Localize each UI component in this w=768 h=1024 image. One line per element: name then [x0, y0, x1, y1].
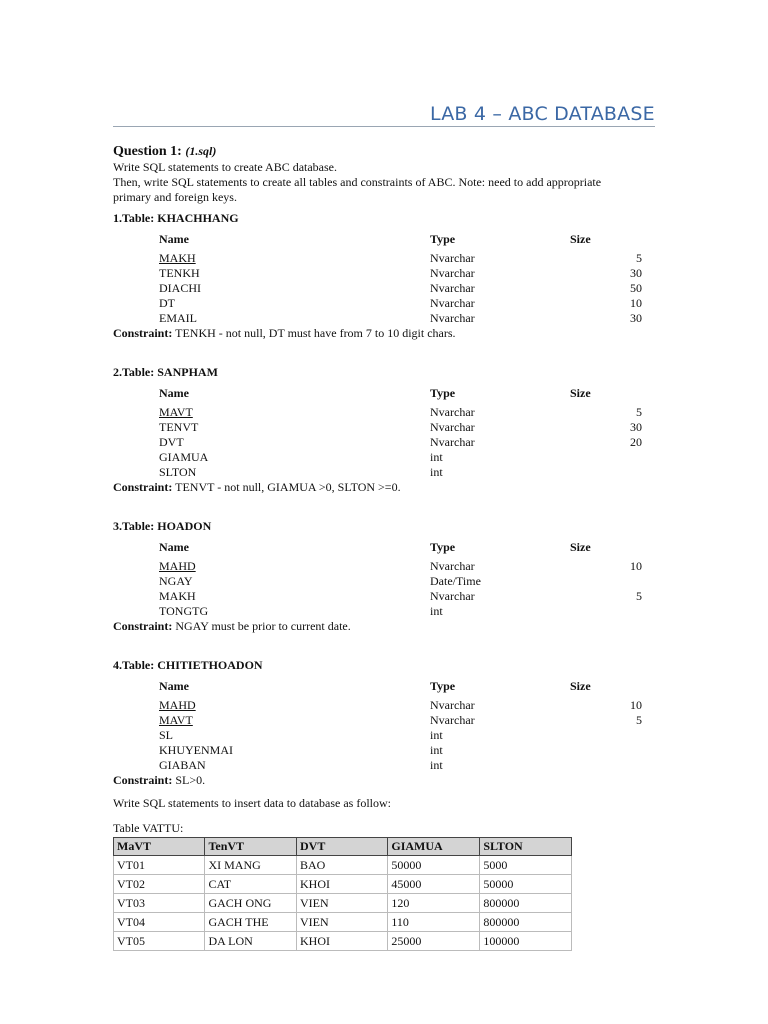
schema-row [159, 281, 658, 296]
table-row [114, 875, 572, 894]
field-size: 10 [630, 698, 642, 712]
field-name: SLTON [159, 465, 197, 479]
field-name: DVT [159, 435, 184, 449]
field-type: Nvarchar [430, 405, 475, 419]
field-name: SL [159, 728, 174, 742]
field-size [570, 604, 642, 619]
insert-instruction: Write SQL statements to insert data to database as follow: [113, 796, 391, 810]
vattu-caption: Table VATTU: [113, 821, 184, 835]
schema-row [159, 559, 658, 574]
column-header-type: Type [430, 679, 456, 693]
page-title: LAB 4 – ABC DATABASE [430, 103, 655, 125]
schema-row [159, 296, 658, 311]
field-name: EMAIL [159, 311, 197, 325]
field-name: NGAY [159, 574, 193, 588]
table-row [114, 894, 572, 913]
document-body [113, 143, 658, 951]
schema-row [159, 420, 658, 435]
field-name: DT [159, 296, 175, 310]
field-size: 10 [630, 559, 642, 573]
table-cell: GACH THE [205, 913, 297, 932]
table-cell: BAO [297, 856, 388, 875]
column-header-name: Name [159, 540, 189, 554]
schema-row [159, 758, 658, 773]
table-cell: 800000 [480, 894, 572, 913]
schema-row [159, 450, 658, 465]
table-cell: DA LON [205, 932, 297, 951]
table-cell: 100000 [480, 932, 572, 951]
table-cell: GACH ONG [205, 894, 297, 913]
field-size: 50 [630, 281, 642, 295]
constraint-line [113, 326, 658, 341]
schema-row [159, 604, 658, 619]
question-line: Write SQL statements to create ABC database. [113, 160, 338, 174]
schema-row [159, 743, 658, 758]
table-cell: VT02 [114, 875, 205, 894]
schema-row [159, 728, 658, 743]
field-name: GIAMUA [159, 450, 209, 464]
field-type: int [430, 450, 443, 464]
schema-header-row [159, 232, 658, 247]
schema-header-row [159, 540, 658, 555]
table-cell: VT01 [114, 856, 205, 875]
field-type: Nvarchar [430, 296, 475, 310]
table-cell: KHOI [297, 875, 388, 894]
vattu-column-header: GIAMUA [388, 838, 480, 856]
column-header-size: Size [570, 540, 591, 554]
field-name: MAKH [159, 589, 196, 603]
table-cell: VT05 [114, 932, 205, 951]
field-name: MAHD [159, 698, 196, 712]
field-name: TONGTG [159, 604, 209, 618]
question-line: primary and foreign keys. [113, 190, 237, 204]
field-name: MAVT [159, 713, 193, 727]
field-size [570, 450, 642, 465]
field-size: 10 [630, 296, 642, 310]
field-type: int [430, 758, 443, 772]
schema-grid [159, 232, 658, 326]
field-type: int [430, 728, 443, 742]
title-underline [113, 126, 655, 127]
field-type: Nvarchar [430, 420, 475, 434]
vattu-column-header: TenVT [205, 838, 297, 856]
field-type: Nvarchar [430, 266, 475, 280]
column-header-size: Size [570, 679, 591, 693]
field-size: 5 [636, 589, 642, 603]
vattu-column-header: MaVT [114, 838, 205, 856]
table-cell: XI MANG [205, 856, 297, 875]
schema-grid [159, 679, 658, 773]
table-cell: 800000 [480, 913, 572, 932]
constraint-label: Constraint: [113, 619, 173, 633]
field-type: Nvarchar [430, 589, 475, 603]
field-size: 30 [630, 311, 642, 325]
schema-row [159, 435, 658, 450]
field-name: MAHD [159, 559, 196, 573]
field-size [570, 758, 642, 773]
table-section [113, 658, 658, 788]
column-header-name: Name [159, 679, 189, 693]
schema-row [159, 266, 658, 281]
field-name: KHUYENMAI [159, 743, 233, 757]
schema-row [159, 251, 658, 266]
field-size: 30 [630, 420, 642, 434]
table-row [114, 932, 572, 951]
table-cell: VIEN [297, 894, 388, 913]
field-size [570, 465, 642, 480]
table-cell: 120 [388, 894, 480, 913]
field-type: Nvarchar [430, 281, 475, 295]
table-heading: 3.Table: HOADON [113, 519, 212, 533]
table-section [113, 365, 658, 495]
column-header-type: Type [430, 540, 456, 554]
question-file: (1.sql) [185, 144, 217, 158]
question-label: Question 1: [113, 144, 182, 159]
vattu-body [114, 856, 572, 951]
vattu-table [113, 837, 572, 951]
vattu-column-header: DVT [297, 838, 388, 856]
field-type: int [430, 604, 443, 618]
field-type: int [430, 465, 443, 479]
field-size: 5 [636, 251, 642, 265]
field-size: 30 [630, 266, 642, 280]
constraint-text: SL>0. [175, 773, 206, 787]
table-cell: VT03 [114, 894, 205, 913]
question-heading [113, 143, 658, 160]
table-section [113, 519, 658, 634]
field-type: Nvarchar [430, 311, 475, 325]
column-header-size: Size [570, 232, 591, 246]
schema-row [159, 713, 658, 728]
table-cell: VIEN [297, 913, 388, 932]
field-size [570, 728, 642, 743]
field-type: Date/Time [430, 574, 481, 588]
schema-row [159, 698, 658, 713]
table-cell: 50000 [388, 856, 480, 875]
schema-row [159, 589, 658, 604]
schema-row [159, 311, 658, 326]
field-type: int [430, 743, 443, 757]
field-name: GIABAN [159, 758, 206, 772]
field-size: 5 [636, 405, 642, 419]
field-name: DIACHI [159, 281, 201, 295]
schema-row [159, 405, 658, 420]
constraint-line [113, 619, 658, 634]
table-cell: VT04 [114, 913, 205, 932]
field-size: 5 [636, 713, 642, 727]
constraint-label: Constraint: [113, 480, 173, 494]
column-header-name: Name [159, 386, 189, 400]
question-line: Then, write SQL statements to create all tables and constraints of ABC. Note: need to add appropriate [113, 175, 602, 189]
field-name: MAKH [159, 251, 196, 265]
column-header-size: Size [570, 386, 591, 400]
table-cell: 110 [388, 913, 480, 932]
schema-row [159, 465, 658, 480]
table-row [114, 856, 572, 875]
table-cell: 50000 [480, 875, 572, 894]
constraint-line [113, 773, 658, 788]
column-header-name: Name [159, 232, 189, 246]
constraint-text: TENVT - not null, GIAMUA >0, SLTON >=0. [175, 480, 401, 494]
table-heading: 2.Table: SANPHAM [113, 365, 218, 379]
field-size: 20 [630, 435, 642, 449]
field-name: TENKH [159, 266, 200, 280]
table-row [114, 913, 572, 932]
table-cell: 45000 [388, 875, 480, 894]
schema-header-row [159, 679, 658, 694]
constraint-text: TENKH - not null, DT must have from 7 to 10 digit chars. [175, 326, 456, 340]
table-cell: KHOI [297, 932, 388, 951]
table-section [113, 211, 658, 341]
table-heading: 1.Table: KHACHHANG [113, 211, 239, 225]
field-type: Nvarchar [430, 559, 475, 573]
field-name: TENVT [159, 420, 199, 434]
column-header-type: Type [430, 386, 456, 400]
field-type: Nvarchar [430, 713, 475, 727]
constraint-label: Constraint: [113, 773, 173, 787]
table-cell: 5000 [480, 856, 572, 875]
schema-grid [159, 540, 658, 619]
constraint-line [113, 480, 658, 495]
table-cell: 25000 [388, 932, 480, 951]
schema-header-row [159, 386, 658, 401]
vattu-header-row [114, 838, 572, 856]
vattu-column-header: SLTON [480, 838, 572, 856]
table-heading: 4.Table: CHITIETHOADON [113, 658, 263, 672]
field-name: MAVT [159, 405, 193, 419]
field-type: Nvarchar [430, 251, 475, 265]
constraint-label: Constraint: [113, 326, 173, 340]
schema-row [159, 574, 658, 589]
column-header-type: Type [430, 232, 456, 246]
tables-container [113, 211, 658, 788]
field-type: Nvarchar [430, 435, 475, 449]
field-size [570, 743, 642, 758]
table-cell: CAT [205, 875, 297, 894]
field-size [570, 574, 642, 589]
schema-grid [159, 386, 658, 480]
constraint-text: NGAY must be prior to current date. [175, 619, 351, 633]
field-type: Nvarchar [430, 698, 475, 712]
